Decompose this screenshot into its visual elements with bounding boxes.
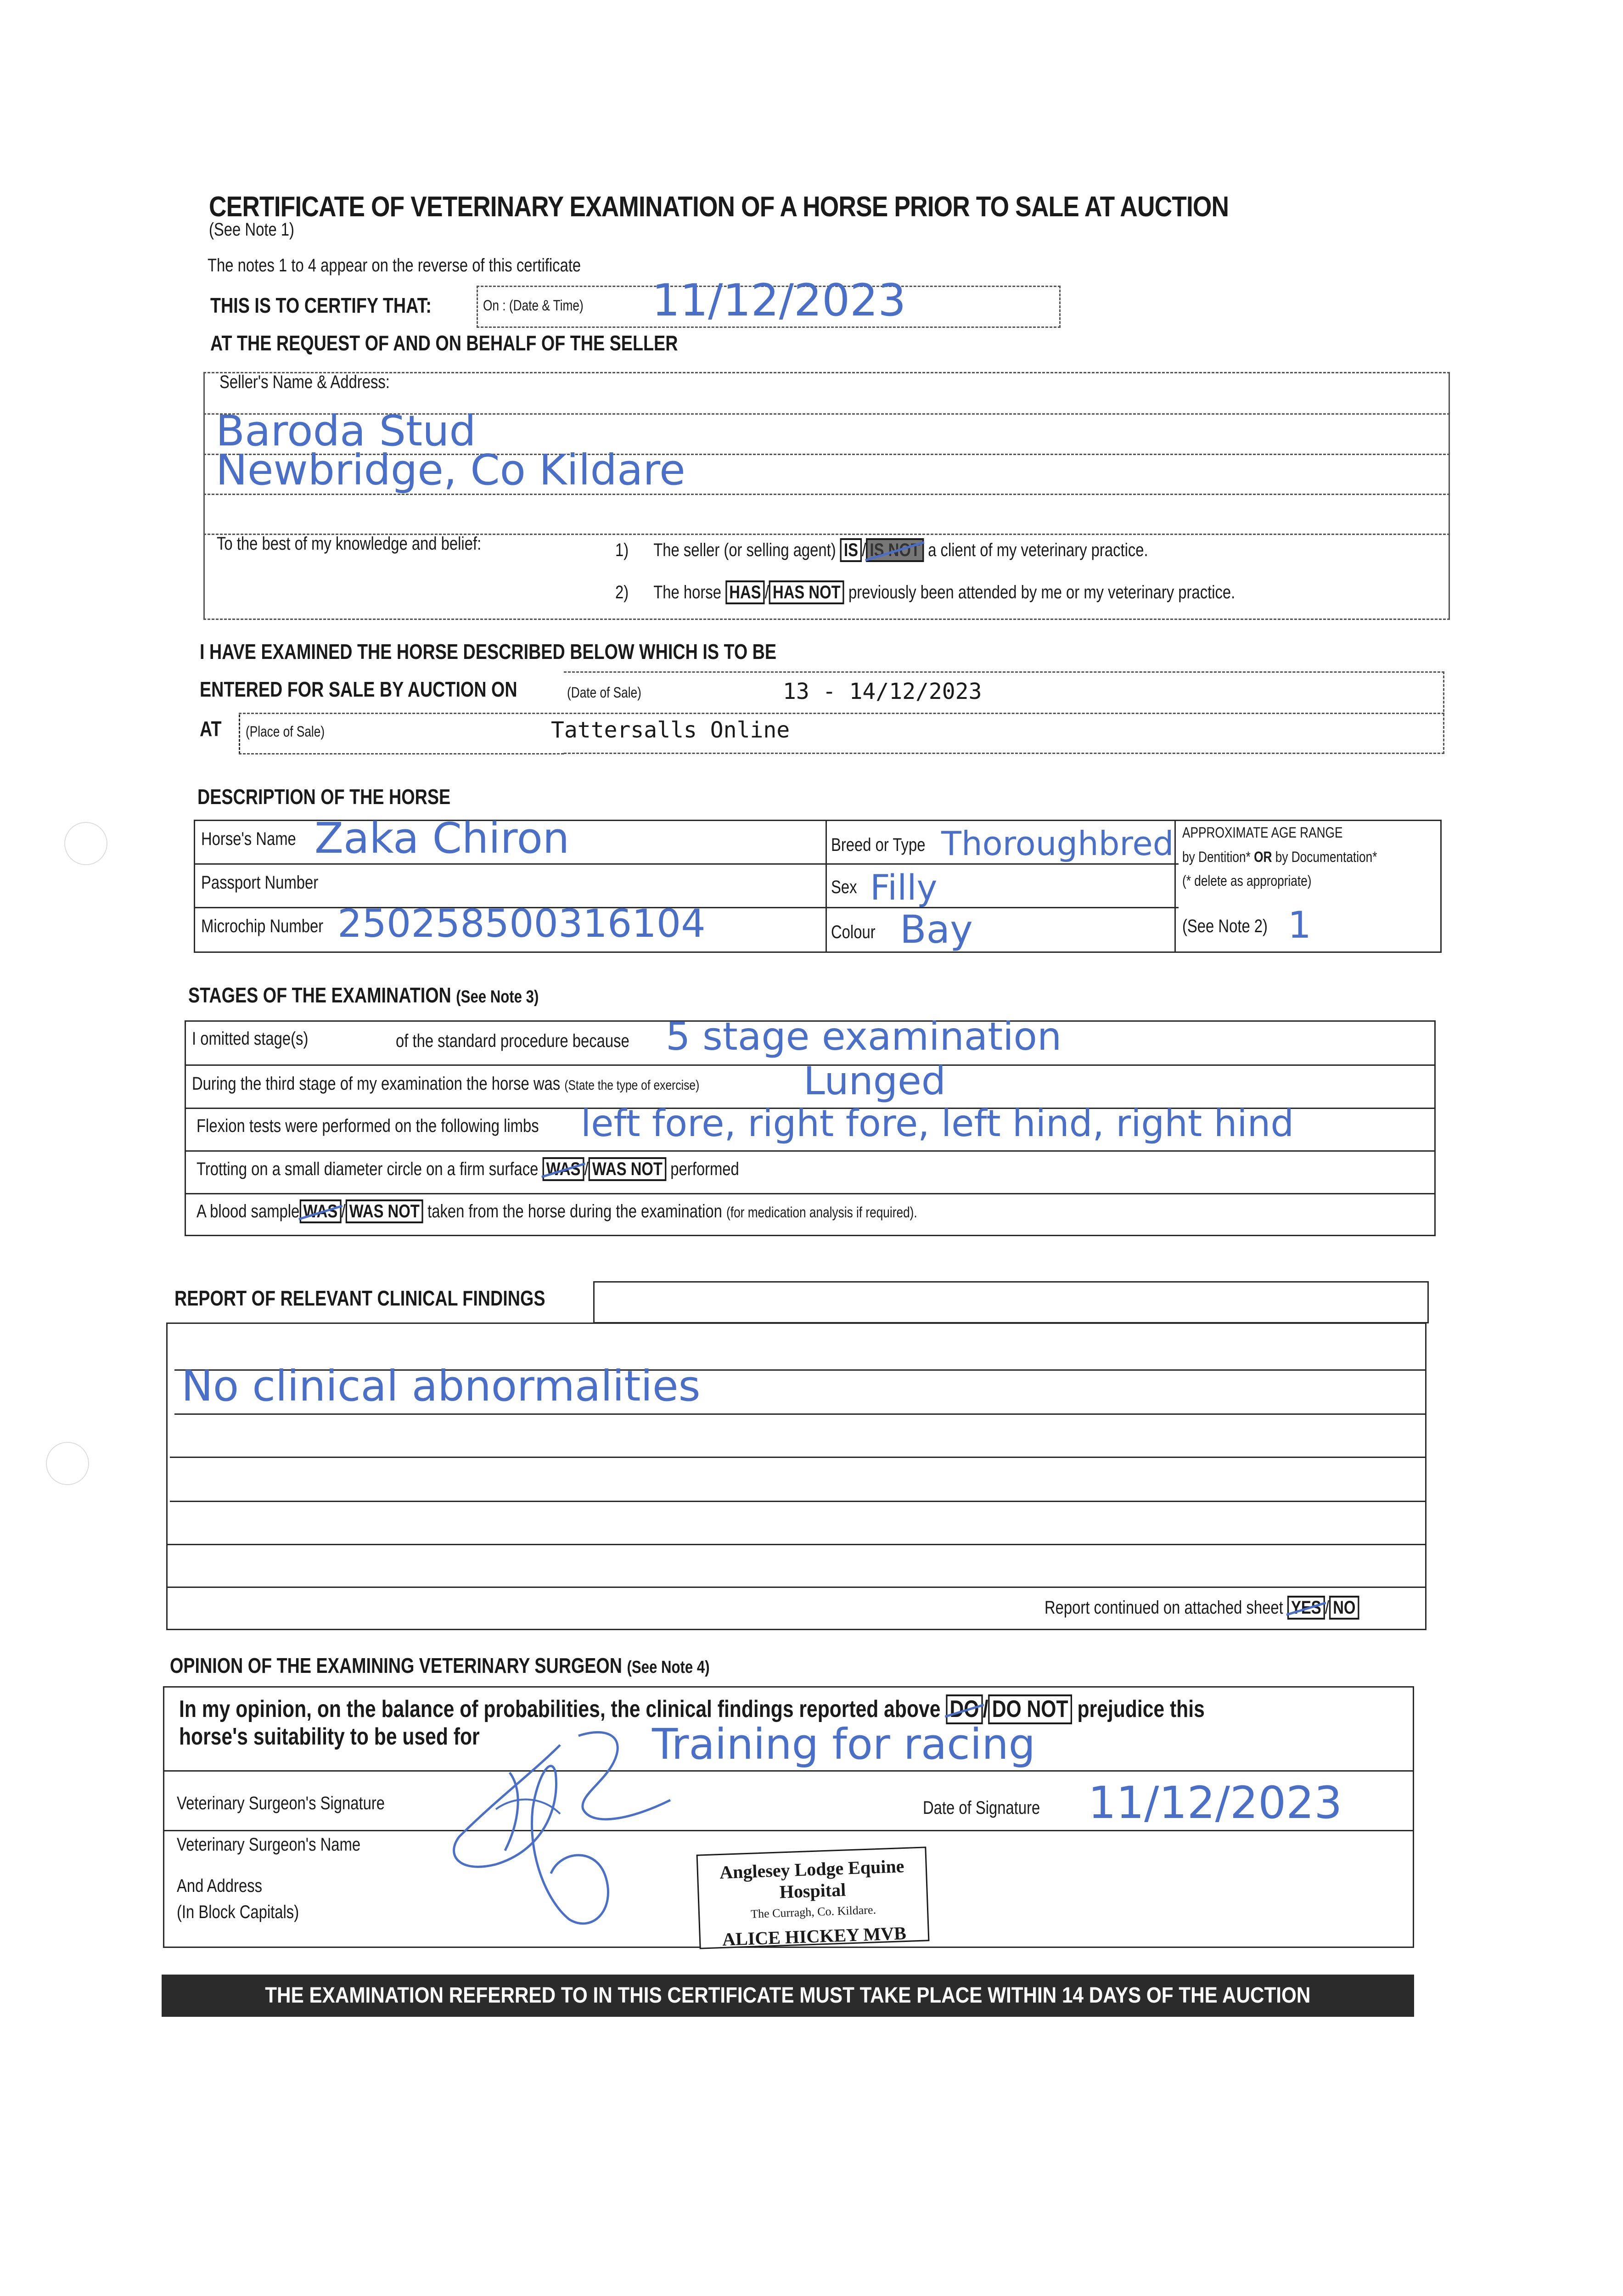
certify-on-label: On : (Date & Time)	[483, 297, 584, 314]
seller-is-not-option[interactable]: IS NOT	[866, 538, 924, 562]
desc-col-line-2	[1174, 820, 1176, 953]
stamp-vet-name: ALICE HICKEY MVB	[722, 1922, 907, 1950]
sale-place-left-border	[239, 715, 240, 754]
microchip-label: Microchip Number	[201, 916, 324, 936]
colour-label: Colour	[831, 922, 876, 942]
opinion-do-not-option[interactable]: DO NOT	[988, 1694, 1072, 1724]
stamp-location: The Curragh, Co. Kildare.	[750, 1903, 876, 1921]
seller-item-2: 2) The horse HAS / HAS NOT previously been attended by me or my veterinary practice.	[615, 580, 1371, 604]
third-stage-label: During the third stage of my examination the horse was (State the type of exercise)	[192, 1074, 700, 1094]
seller-heading: AT THE REQUEST OF AND ON BEHALF OF THE SELLER	[210, 331, 678, 355]
sale-place-label: (Place of Sale)	[246, 723, 325, 740]
sex-value[interactable]: Filly	[870, 867, 938, 908]
opinion-text-line-2: horse's suitability to be used for	[179, 1723, 480, 1750]
passport-label: Passport Number	[201, 872, 319, 893]
report-line-2	[174, 1413, 1426, 1415]
blood-was-not-option[interactable]: WAS NOT	[346, 1199, 423, 1223]
examined-line: I HAVE EXAMINED THE HORSE DESCRIBED BELOW WHICH IS TO BE	[200, 640, 777, 664]
date-of-signature-value[interactable]: 11/12/2023	[1088, 1777, 1342, 1829]
seller-name-value[interactable]: Baroda Stud	[216, 406, 476, 456]
date-of-signature-label: Date of Signature	[923, 1798, 1040, 1818]
vet-address-label: And Address	[177, 1876, 262, 1896]
report-line-5	[168, 1544, 1426, 1545]
stage-line-4	[185, 1193, 1436, 1194]
report-yes-option[interactable]: YES	[1287, 1596, 1325, 1620]
entered-label: ENTERED FOR SALE BY AUCTION ON	[200, 677, 517, 701]
report-line-6	[168, 1587, 1426, 1588]
opinion-use-value[interactable]: Training for racing	[652, 1720, 1036, 1769]
microchip-value[interactable]: 250258500316104	[337, 901, 706, 946]
age-value[interactable]: 1	[1288, 904, 1311, 946]
opinion-line-1	[163, 1770, 1414, 1772]
vet-name-label: Veterinary Surgeon's Name	[177, 1835, 361, 1855]
flexion-label: Flexion tests were performed on the following limbs	[197, 1116, 539, 1136]
sale-place-value[interactable]: Tattersalls Online	[551, 717, 790, 743]
age-range-label: APPROXIMATE AGE RANGE	[1182, 824, 1343, 841]
opinion-do-option[interactable]: DO	[946, 1694, 983, 1724]
report-heading-box	[593, 1281, 1429, 1323]
opinion-heading: OPINION OF THE EXAMINING VETERINARY SURGEON (See Note 4)	[170, 1654, 710, 1677]
sex-label: Sex	[831, 877, 857, 897]
omitted-value[interactable]: 5 stage examination	[666, 1014, 1062, 1059]
desc-row-line-1	[194, 863, 1179, 865]
punch-hole-top	[64, 822, 107, 865]
age-see-note-2: (See Note 2)	[1182, 916, 1268, 936]
horse-name-label: Horse's Name	[201, 829, 296, 849]
notes-line: The notes 1 to 4 appear on the reverse of this certificate	[208, 255, 581, 276]
stamp-hospital: Anglesey Lodge Equine Hospital	[719, 1856, 905, 1902]
sale-bottom-line	[239, 753, 564, 754]
sale-mid-line	[239, 713, 1444, 714]
seller-address-value[interactable]: Newbridge, Co Kildare	[216, 445, 685, 495]
seller-is-option[interactable]: IS	[840, 538, 862, 562]
report-line-3	[170, 1457, 1426, 1458]
age-delete-note: (* delete as appropriate)	[1182, 872, 1312, 889]
knowledge-label: To the best of my knowledge and belief:	[217, 534, 482, 554]
sale-at-label: AT	[200, 717, 222, 741]
seller-item-1: 1) The seller (or selling agent) IS / IS NOT a client of my veterinary practice.	[615, 538, 1265, 562]
sale-date-value[interactable]: 13 - 14/12/2023	[783, 679, 982, 704]
report-heading: REPORT OF RELEVANT CLINICAL FINDINGS	[174, 1286, 545, 1310]
certify-label: THIS IS TO CERTIFY THAT:	[210, 293, 432, 317]
opinion-line-2	[163, 1830, 1414, 1831]
horse-has-not-option[interactable]: HAS NOT	[769, 580, 844, 604]
stage-line-3	[185, 1150, 1436, 1152]
report-no-option[interactable]: NO	[1329, 1596, 1359, 1620]
breed-label: Breed or Type	[831, 835, 926, 855]
omitted-mid: of the standard procedure because	[396, 1031, 629, 1051]
blood-row: A blood sample WAS / WAS NOT taken from the horse during the examination (for medication analysis if required).	[197, 1199, 1075, 1223]
trotting-row: Trotting on a small diameter circle on a firm surface WAS / WAS NOT performed	[197, 1157, 858, 1181]
flexion-value[interactable]: left fore, right fore, left hind, right hind	[581, 1102, 1294, 1145]
report-continued-row: Report continued on attached sheet YES / NO	[1045, 1596, 1428, 1620]
vet-signature	[441, 1717, 698, 1933]
vet-stamp	[696, 1846, 930, 1949]
breed-value[interactable]: Thoroughbred	[941, 824, 1174, 863]
colour-value[interactable]: Bay	[900, 907, 973, 952]
age-method-label: by Dentition* OR by Documentation*	[1182, 849, 1377, 865]
trotting-was-not-option[interactable]: WAS NOT	[589, 1157, 666, 1181]
sale-date-label: (Date of Sale)	[567, 684, 641, 701]
report-finding[interactable]: No clinical abnormalities	[181, 1362, 701, 1411]
omitted-label: I omitted stage(s)	[192, 1029, 309, 1049]
certify-date-value[interactable]: 11/12/2023	[652, 275, 906, 326]
opinion-text-line-1: In my opinion, on the balance of probabilities, the clinical findings reported above DO / DO NOT prejudice this	[179, 1694, 1430, 1724]
description-heading: DESCRIPTION OF THE HORSE	[197, 785, 451, 809]
seller-name-label: Seller's Name & Address:	[219, 372, 390, 392]
horse-name-value[interactable]: Zaka Chiron	[314, 814, 570, 863]
stages-heading: STAGES OF THE EXAMINATION (See Note 3)	[188, 983, 539, 1007]
certificate-title: CERTIFICATE OF VETERINARY EXAMINATION OF A HORSE PRIOR TO SALE AT AUCTION	[209, 191, 1229, 223]
blood-was-option[interactable]: WAS	[299, 1199, 341, 1223]
desc-col-line-1	[826, 820, 827, 953]
third-stage-value[interactable]: Lunged	[803, 1058, 946, 1103]
see-note-1: (See Note 1)	[209, 219, 294, 240]
signature-label: Veterinary Surgeon's Signature	[177, 1793, 385, 1813]
punch-hole-bottom	[46, 1442, 89, 1485]
trotting-was-option[interactable]: WAS	[542, 1157, 584, 1181]
report-line-4	[170, 1501, 1426, 1502]
block-capitals-label: (In Block Capitals)	[177, 1902, 299, 1922]
footer-notice: THE EXAMINATION REFERRED TO IN THIS CERTIFICATE MUST TAKE PLACE WITHIN 14 DAYS OF THE AUCTION	[162, 1975, 1414, 2017]
horse-has-option[interactable]: HAS	[725, 580, 765, 604]
